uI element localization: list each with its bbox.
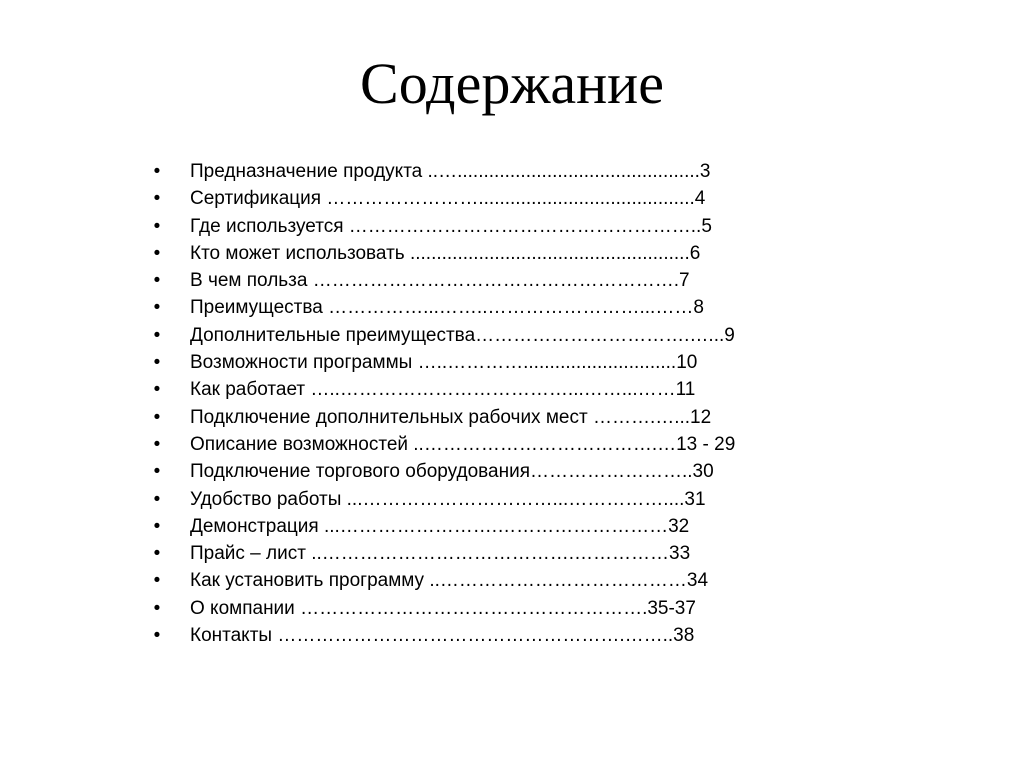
toc-item xyxy=(150,404,735,431)
bullet-icon: • xyxy=(153,515,161,537)
bullet-icon: • xyxy=(153,352,161,374)
bullet-icon: • xyxy=(153,461,161,483)
toc-item xyxy=(150,513,735,540)
toc-item xyxy=(150,595,735,622)
bullet-icon: • xyxy=(153,406,161,428)
toc-item xyxy=(150,431,735,458)
slide-title: Содержание xyxy=(360,51,664,116)
toc-item xyxy=(150,376,735,403)
bullet-icon: • xyxy=(153,543,161,565)
toc-item xyxy=(150,540,735,567)
table-of-contents xyxy=(150,158,735,649)
bullet-icon: • xyxy=(153,297,161,319)
bullet-icon: • xyxy=(153,270,161,292)
toc-item-text: Предназначение продукта ..…..............................................3 xyxy=(190,161,711,182)
toc-item-text: Преимущества ……………...……..……………………...……8 xyxy=(190,297,704,319)
toc-item xyxy=(150,322,735,349)
toc-item xyxy=(150,349,735,376)
toc-item-text: Удобство работы ...…………………………...……………....31 xyxy=(190,488,706,510)
bullet-icon: • xyxy=(153,433,161,455)
bullet-icon: • xyxy=(153,379,161,401)
toc-item-text: Подключение дополнительных рабочих мест ……….…...12 xyxy=(190,406,712,428)
bullet-icon: • xyxy=(153,188,161,210)
toc-item-text: Как установить программу ..…………………………………34 xyxy=(190,570,709,592)
toc-item xyxy=(150,213,735,240)
toc-item-text: Подключение торгового оборудования……………………..30 xyxy=(190,461,714,483)
toc-item xyxy=(150,267,735,294)
toc-item xyxy=(150,486,735,513)
toc-item-text: Дополнительные преимущества…………………………….…...9 xyxy=(190,324,735,346)
toc-item xyxy=(150,567,735,594)
toc-item-text: Сертификация …………………….........................................4 xyxy=(190,188,706,210)
toc-item xyxy=(150,294,735,321)
toc-item xyxy=(150,185,735,212)
toc-item-text: В чем польза ………………………………………………….7 xyxy=(190,270,690,292)
toc-item xyxy=(150,158,735,185)
toc-item xyxy=(150,622,735,649)
toc-item-text: Описание возможностей ..……………………………….…13 - 29 xyxy=(190,433,736,455)
bullet-icon: • xyxy=(153,215,161,237)
toc-item-text: Кто может использовать .....................................................6 xyxy=(190,242,701,264)
toc-item-text: Демонстрация ...…………………….………………………32 xyxy=(190,515,690,537)
bullet-icon: • xyxy=(153,242,161,264)
bullet-icon: • xyxy=(153,161,161,182)
toc-item-text: Контакты ……………………………………………….……..38 xyxy=(190,625,695,647)
toc-item-text: Где используется ………………………………………………..5 xyxy=(190,215,712,237)
toc-item-text: Возможности программы …..………….............................10 xyxy=(190,352,698,374)
toc-item xyxy=(150,240,735,267)
toc-item-text: Прайс – лист ..………………………………….……………33 xyxy=(190,543,691,565)
toc-item xyxy=(150,458,735,485)
toc-item-text: Как работает …..………………………………...……...……11 xyxy=(190,379,696,401)
bullet-icon: • xyxy=(153,324,161,346)
bullet-icon: • xyxy=(153,597,161,619)
bullet-icon: • xyxy=(153,570,161,592)
bullet-icon: • xyxy=(153,488,161,510)
toc-item-text: О компании ……………………………………………….35-37 xyxy=(190,597,696,619)
bullet-icon: • xyxy=(153,625,161,647)
